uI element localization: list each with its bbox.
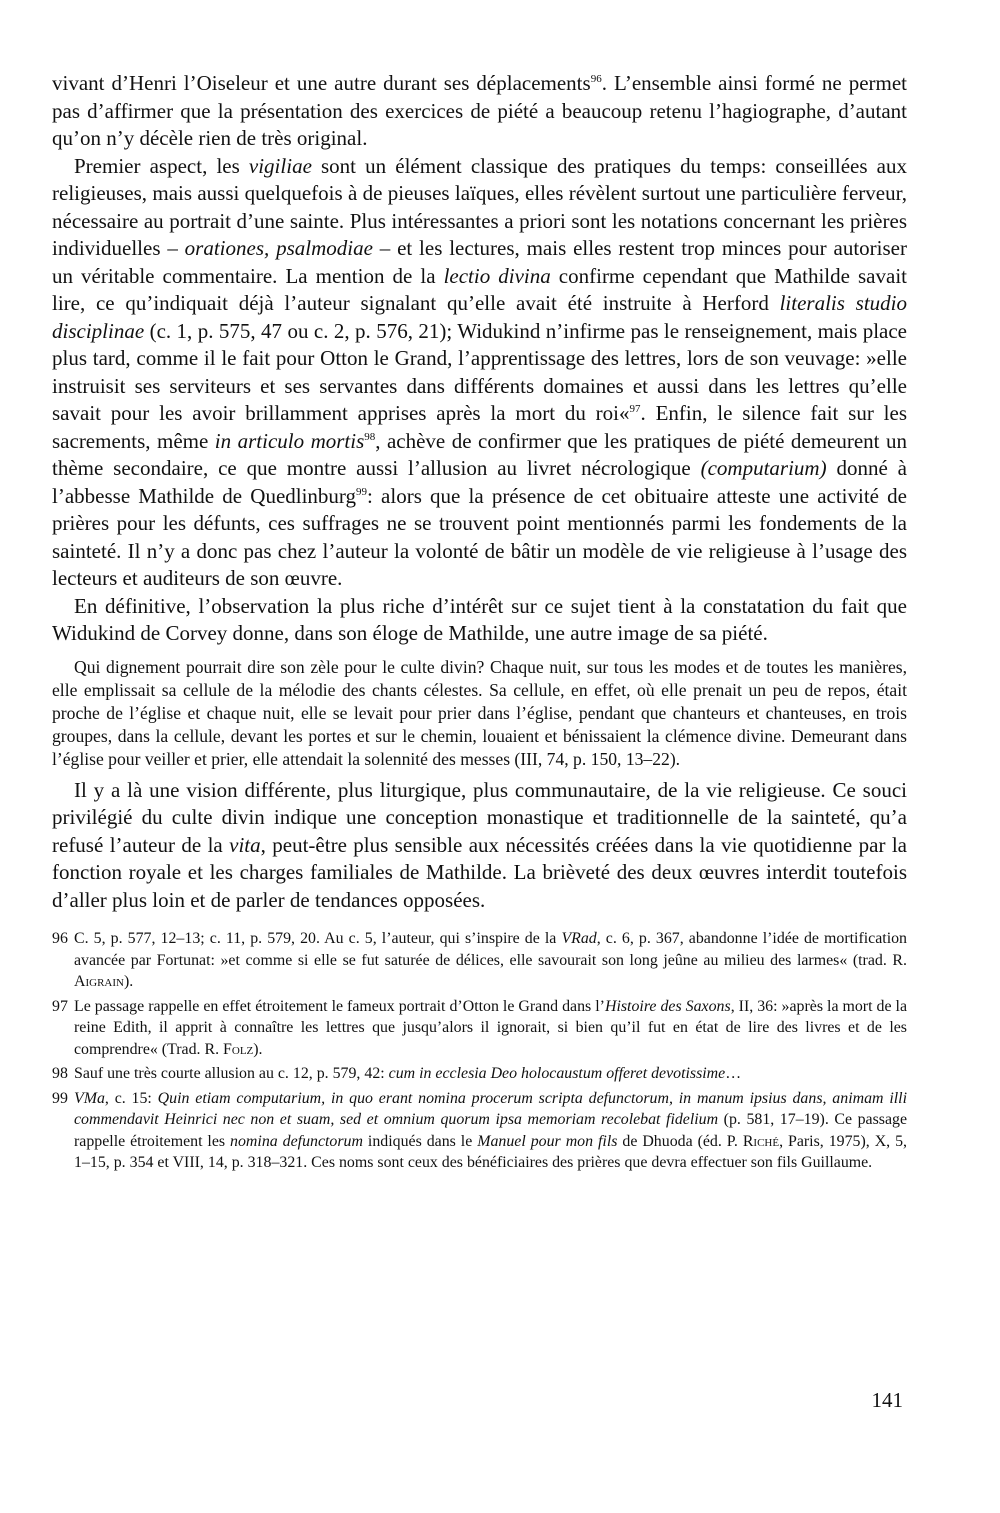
- footnote-text: [74, 928, 907, 993]
- italic-term: literalis studio disciplinae: [52, 291, 907, 343]
- text: …: [725, 1065, 742, 1082]
- footnote-text: [74, 996, 907, 1061]
- author-name: Folz: [223, 1040, 254, 1058]
- footnotes: [52, 928, 907, 1174]
- footnote-number: 96: [52, 930, 68, 947]
- author-name: Aigrain: [74, 973, 124, 990]
- text: donné à l’abbesse Mathilde de Quedlinburg: [52, 456, 907, 508]
- italic-term: Quin etiam computarium, in quo erant nomina procerum scripta defunctorum, in manum ipsius dans, animam illi commendavit Heinrici nec non et suam, sed et omnium quorum ipsa memoriam recolebat fidelium: [74, 1089, 907, 1128]
- page-number: 141: [871, 1388, 903, 1412]
- paragraph-3: En définitive, l’observation la plus riche d’intérêt sur ce sujet tient à la constatation du fait que Widukind de Corvey donne, dans son éloge de Mathilde, une autre image de sa piété.: [52, 593, 907, 645]
- text: . L’ensemble ainsi formé ne permet pas d’affirmer que la présentation des exercices de piété a beaucoup retenu l’hagiographe, d’autant qu’on n’y décèle rien de très original.: [52, 71, 908, 150]
- text: Il y a là une vision différente, plus liturgique, plus communautaire, de la vie religieuse. Ce souci privilégié du culte divin indique une conception monastique et traditionnelle de la sainteté, qu’a refusé l’auteur de la: [52, 777, 907, 857]
- italic-term: VRad: [561, 930, 597, 947]
- page-content: [52, 70, 907, 1177]
- text: , c. 6, p. 367, abandonne l’idée de mortification avancée par Fortunat: »et comme si elle se fut saturée de délices, elle savourait son long jeûne au milieu des larmes« (trad. R.: [74, 930, 908, 969]
- footnote-number: 98: [52, 1065, 68, 1082]
- text: sont un élément classique des pratiques du temps: conseillées aux religieuses, mais aussi quelquefois à de pieuses laïques, elles révèlent surtout une particulière ferveur, nécessaire au portrait d’une sainte. Plus intéressantes a priori sont les notations concernant les prières individuelles –: [52, 153, 907, 260]
- paragraph-1: [52, 70, 907, 153]
- italic-term: vita: [229, 832, 261, 857]
- italic-term: in articulo mortis: [214, 428, 365, 453]
- text: confirme cependant que Mathilde savait lire, ce qu’indiquait déjà l’auteur signalant qu’elle avait été instruite à Herford: [52, 263, 907, 315]
- footnote-text: [74, 1063, 907, 1085]
- text: , c. 15:: [104, 1089, 158, 1107]
- footnote-98: [52, 1063, 907, 1085]
- italic-term: nomina defunctorum: [230, 1132, 363, 1150]
- italic-term: (computarium): [700, 456, 827, 480]
- text: . Enfin, le silence fait sur les sacrements, même: [52, 401, 907, 453]
- footnote-number: 99: [52, 1089, 68, 1107]
- text: de Dhuoda (éd. P.: [617, 1132, 743, 1150]
- footnote-text: [74, 1088, 907, 1174]
- text: – et les lectures, mais elles restent trop minces pour autoriser un véritable commentaire. La mention de la: [52, 236, 907, 288]
- text: ).: [253, 1040, 263, 1058]
- footnote-ref-97[interactable]: 97: [629, 403, 641, 415]
- text: , achève de confirmer que les pratiques de piété demeurent un thème secondaire, ce que montre aussi l’allusion au livret nécrologique: [52, 428, 907, 480]
- footnote-97: [52, 996, 907, 1061]
- italic-term: VMa: [74, 1089, 105, 1107]
- paragraph-2: [52, 153, 907, 593]
- italic-term: vigiliae: [248, 153, 312, 178]
- footnote-96: [52, 928, 907, 993]
- footnote-number: 97: [52, 997, 68, 1015]
- italic-term: lectio divina: [443, 263, 551, 288]
- paragraph-4: [52, 777, 907, 915]
- footnote-ref-99[interactable]: 99: [356, 485, 368, 498]
- italic-term: Manuel pour mon fils: [477, 1132, 618, 1150]
- italic-term: cum in ecclesia Deo holocaustum offeret devotissime: [388, 1065, 726, 1082]
- text: (c. 1, p. 575, 47 ou c. 2, p. 576, 21); Widukind n’infirme pas le renseignement, mais place plus tard, comme il le fait pour Otton le Grand, l’apprentissage des lettres, lors de son veuvage: »elle instruisit ses serviteurs et ses servantes dans différents domaines et aussi dans les lettres qu’elle savait pour les avoir brillamment apprises après la mort du roi«: [52, 318, 907, 425]
- text: , peut-être plus sensible aux nécessités créées dans la vie quotidienne par la fonction royale et les charges familiales de Mathilde. La brièveté des deux œuvres interdit toutefois d’aller plus loin et de parler de tendances opposées.: [52, 832, 908, 912]
- footnote-99: [52, 1088, 907, 1174]
- footnote-ref-96[interactable]: 96: [590, 73, 602, 85]
- italic-term: orationes, psalmodiae: [184, 236, 373, 260]
- text: C. 5, p. 577, 12–13; c. 11, p. 579, 20. Au c. 5, l’auteur, qui s’inspire de la: [74, 930, 562, 947]
- text: Sauf une très courte allusion au c. 12, p. 579, 42:: [74, 1065, 389, 1082]
- text: ).: [123, 973, 134, 990]
- author-name: Riché: [742, 1132, 780, 1150]
- text: (p. 581, 17–19). Ce passage rappelle étroitement les: [74, 1111, 907, 1150]
- text: , II, 36: »après la mort de la reine Edith, il apprit à connaître les lettres que jusqu’alors il ignorait, si bien qu’il fut en état de lire des livres et de les comprendre« (Trad. R.: [74, 997, 907, 1058]
- text: Premier aspect, les: [74, 153, 249, 178]
- text: vivant d’Henri l’Oiseleur et une autre durant ses déplacements: [52, 71, 591, 95]
- text: Le passage rappelle en effet étroitement le fameux portrait d’Otton le Grand dans l’: [74, 997, 605, 1015]
- footnote-ref-98[interactable]: 98: [364, 430, 376, 443]
- text: , Paris, 1975), X, 5, 1–15, p. 354 et VIII, 14, p. 318–321. Ces noms sont ceux des bénéficiaires des prières que devra effectuer son fils Guillaume.: [74, 1132, 908, 1171]
- block-quote: Qui dignement pourrait dire son zèle pour le culte divin? Chaque nuit, sur tous les modes et de toutes les manières, elle emplissait sa cellule de la mélodie des chants célestes. Sa cellule, en effet, où elle prenait un peu de repos, était proche de l’église et chaque nuit, elle se levait pour prier dans l’église, pendant que chanteurs et chanteuses, en trois groupes, dans la cellule, devant les portes et sur le chemin, louaient et bénissaient la clémence divine. Demeurant dans l’église pour veiller et prier, elle attendait la solennité des messes (III, 74, p. 150, 13–22).: [52, 656, 907, 769]
- text: : alors que la présence de cet obituaire atteste une activité de prières pour les défunts, ces suffrages ne se trouvent point mentionnés parmi les fondements de la sainteté. Il n’y a donc pas chez l’auteur la volonté de bâtir un modèle de vie religieuse à l’usage des lecteurs et auditeurs de son œuvre.: [52, 483, 907, 590]
- italic-term: Histoire des Saxons: [604, 997, 731, 1015]
- text: indiqués dans le: [362, 1132, 478, 1150]
